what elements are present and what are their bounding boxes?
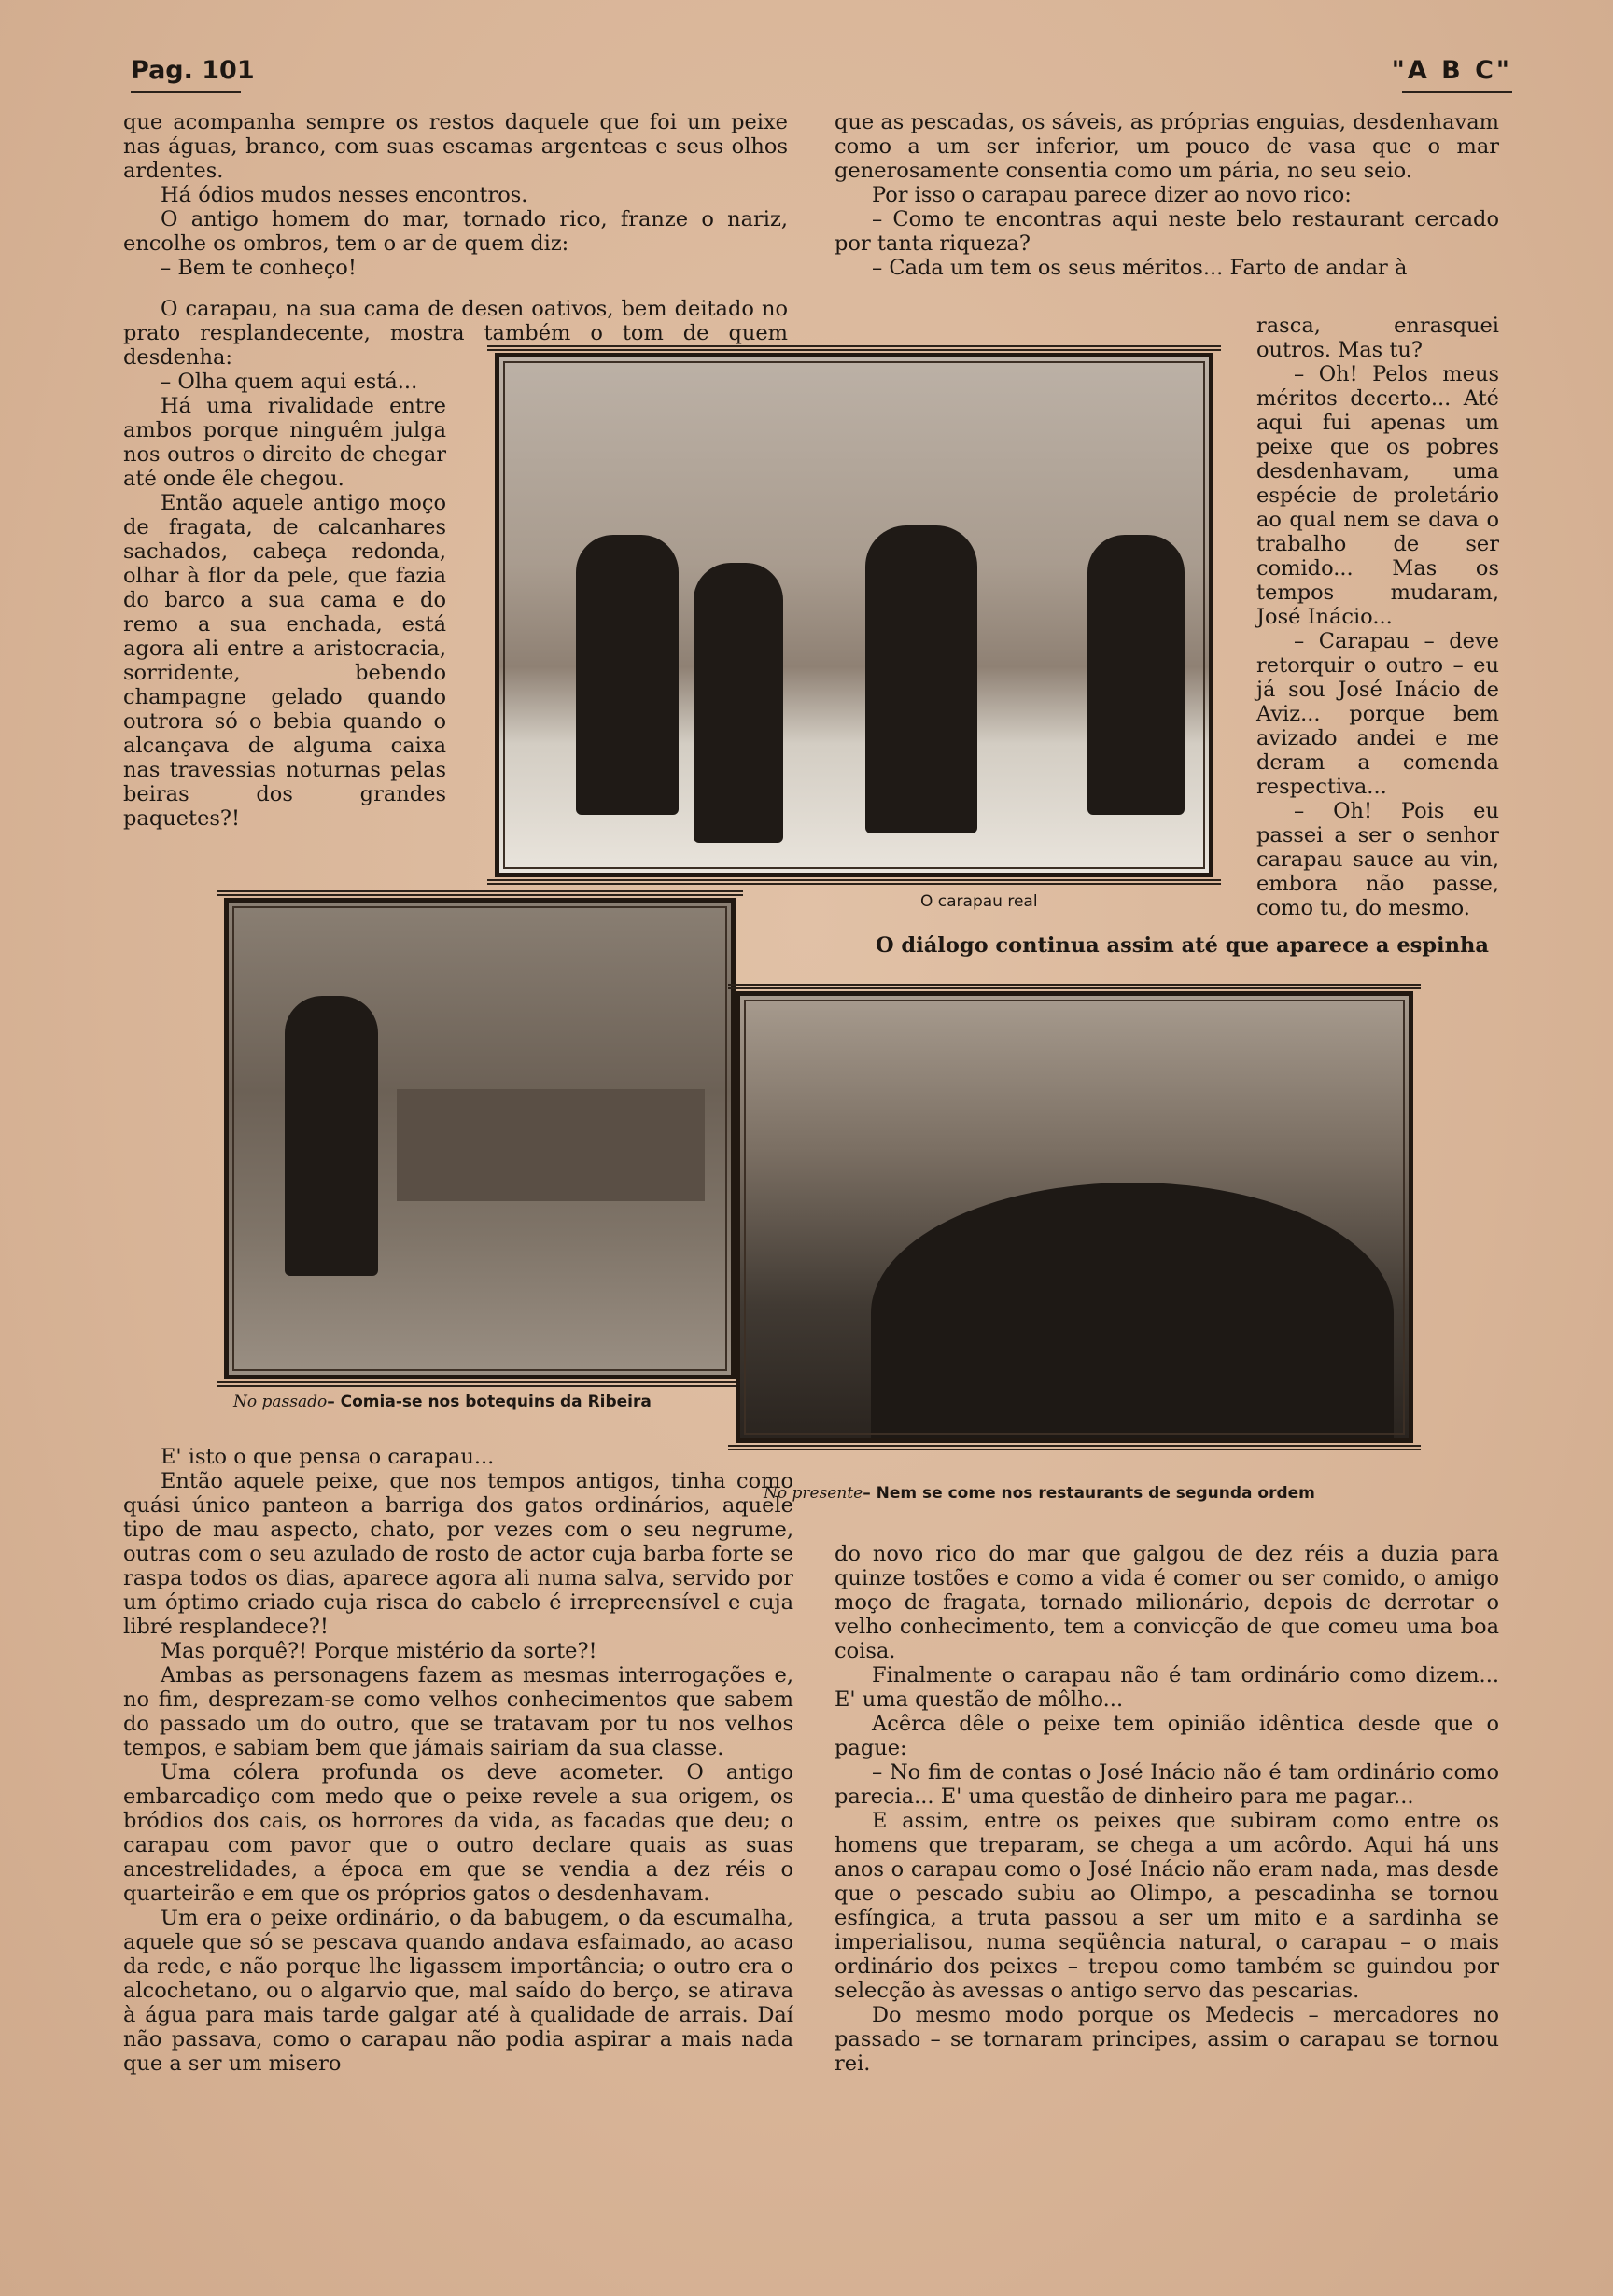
paragraph: – Olha quem aqui está... xyxy=(161,370,418,394)
paragraph: Então aquele peixe, que nos tempos antigos, tinha como quási único panteon a barriga dos gatos ordinários, aquele tipo de mau aspecto, chato, por vezes com o seu negrume, outras com o seu azulado de rosto de actor cuja barba forte se raspa todos os dias, aparece agora ali numa salva, servido por um óptimo criado cuja risca do cabelo é irrepreensível e cuja libré resplandece?! xyxy=(123,1469,793,1639)
page-header xyxy=(131,56,1512,93)
column-top-right xyxy=(835,110,1499,280)
photo-street-women xyxy=(495,353,1213,877)
photo-restaurant-diners xyxy=(736,991,1413,1443)
figure-woman xyxy=(1087,535,1185,815)
caption-italic: No passado xyxy=(233,1393,328,1411)
paragraph: Então aquele antigo moço de fragata, de calcanhares sachados, cabeça redonda, olhar à flor da pele, que fazia do barco a sua cama e do remo a sua enchada, está agora ali entre a aristocracia, sorridente, bebendo champagne gelado quando outrora só o bebia quando o alcançava de alguma caixa nas travessias noturnas pelas beiras dos grandes paquetes?! xyxy=(123,491,446,831)
paragraph: – Cada um tem os seus méritos... Farto de andar à xyxy=(872,256,1408,280)
paragraph: Há ódios mudos nesses encontros. xyxy=(161,183,528,207)
paragraph: Por isso o carapau parece dizer ao novo rico: xyxy=(872,183,1352,207)
paragraph: O diálogo continua assim até que aparece a espinha xyxy=(876,933,1489,958)
figure-fishwife xyxy=(285,996,378,1276)
column-top-right-narrow xyxy=(1256,314,1499,920)
paragraph: – Bem te conheço! xyxy=(161,256,357,280)
caption-text: – Comia-se nos botequins da Ribeira xyxy=(327,1393,652,1411)
paragraph: Acêrca dêle o peixe tem opinião idêntica desde que o pague: xyxy=(835,1712,1499,1760)
paragraph: do novo rico do mar que galgou de dez réis a duzia para quinze tostões e como a vida é comer ou ser comido, o amigo moço de fragata, tornado milionário, depois de derrotar o velho conhecimento, tem a convicção de que comeu uma boa coisa. xyxy=(835,1542,1499,1663)
figure-woman xyxy=(576,535,679,815)
paragraph: Ambas as personagens fazem as mesmas interrogações e, no fim, desprezam-se como velhos conhecimentos que sabem do passado um do outro, que se tratavam por tu nos velhos tempos, e sabiam bem que jámais sairiam da sua classe. xyxy=(123,1663,793,1760)
paragraph: Há uma rivalidade entre ambos porque ninguêm julga nos outros o direito de chegar até onde êle chegou. xyxy=(123,394,446,491)
paragraph: – Carapau – deve retorquir o outro – eu já sou José Inácio de Aviz... porque bem avizado andei e me deram a comenda respectiva... xyxy=(1256,629,1499,799)
photo-ribeira-stall xyxy=(224,898,736,1379)
magazine-name: "A B C" xyxy=(1391,56,1512,85)
paragraph: Finalmente o carapau não é tam ordinário como dizem... E' uma questão de môlho... xyxy=(835,1663,1499,1712)
column-top-left xyxy=(123,110,788,280)
paragraph: Uma cólera profunda os deve acometer. O antigo embarcadiço com medo que o peixe revele a sua origem, os bródios dos cais, os horrores da vida, as facadas que deu; o carapau com pavor que o outro declare quais as suas ancestrelidades, a época em que se vendia a dez réis o quarteirão e em que os próprios gatos o desdenhavam. xyxy=(123,1760,793,1906)
paragraph: – Oh! Pelos meus méritos decerto... Até aqui fui apenas um peixe que os pobres desdenhavam, uma espécie de proletário ao qual nem se dava o trabalho de ser comido... Mas os tempos mudaram, José Inácio... xyxy=(1256,362,1499,629)
caption-photo-1: O carapau real xyxy=(920,892,1038,911)
paragraph: – No fim de contas o José Inácio não é tam ordinário como parecia... E' uma questão de dinheiro para me pagar... xyxy=(835,1760,1499,1809)
paragraph: que acompanha sempre os restos daquele que foi um peixe nas águas, branco, com suas escamas argenteas e seus olhos ardentes. xyxy=(123,110,788,183)
paragraph: – Como te encontras aqui neste belo restaurant cercado por tanta riqueza? xyxy=(835,207,1499,256)
paragraph: O antigo homem do mar, tornado rico, franze o nariz, encolhe os ombros, tem o ar de quem diz: xyxy=(123,207,788,256)
paragraph: – Oh! Pois eu passei a ser o senhor carapau sauce au vin, embora não passe, como tu, do mesmo. xyxy=(1256,799,1499,920)
caption-italic: No presente xyxy=(764,1484,863,1503)
dialogue-line xyxy=(876,933,1499,958)
paragraph: E' isto o que pensa o carapau... xyxy=(161,1445,495,1469)
caption-text: – Nem se come nos restaurants de segunda ordem xyxy=(863,1484,1315,1503)
paragraph: E assim, entre os peixes que subiram como entre os homens que treparam, se chega a um acôrdo. Aqui há uns anos o carapau como o José Inácio não eram nada, mas desde que o pescado subiu ao Olimpo, a pescadinha se tornou esfíngica, a truta passou a ser um mito e a sardinha se imperialisou, numa seqüência natural, o carapau – o mais ordinário dos peixes – trepou como também se guindou por selecção às avessas o antigo servo das pescarias. xyxy=(835,1809,1499,2003)
figure-woman xyxy=(694,563,783,843)
paragraph: O carapau, na sua cama de desen oativos, bem deitado no prato resplandecente, mostra também o tom de quem desdenha: xyxy=(123,297,788,370)
magazine-rule xyxy=(1402,91,1512,93)
paragraph: Do mesmo modo porque os Medecis – mercadores no passado – se tornaram principes, assim o carapau se tornou rei. xyxy=(835,2003,1499,2076)
paragraph: que as pescadas, os sáveis, as próprias enguias, desdenhavam como a um ser inferior, um pouco de vasa que o mar generosamente consentia como um pária, no seu seio. xyxy=(835,110,1499,183)
column-top-left-narrow xyxy=(123,370,446,831)
stall-counter xyxy=(397,1089,705,1201)
paragraph: rasca, enrasquei outros. Mas tu? xyxy=(1256,314,1499,362)
column-bottom-left xyxy=(123,1445,793,2076)
diners-crowd xyxy=(871,1183,1394,1443)
caption-photo-2 xyxy=(233,1393,652,1411)
page-number-rule xyxy=(131,91,241,93)
figure-woman xyxy=(865,525,977,833)
column-bottom-right xyxy=(835,1542,1499,2076)
caption-photo-3 xyxy=(764,1484,1315,1503)
page-number: Pag. 101 xyxy=(131,56,255,85)
paragraph: Um era o peixe ordinário, o da babugem, o da escumalha, aquele que só se pescava quando andava esfaimado, ao acaso da rede, e não porque lhe ligassem importância; o outro era o alcochetano, ou o algarvio que, mal saído do berço, se atirava à água para mais tarde galgar até à qualidade de arrais. Daí não passava, como o carapau não podia aspirar a mais nada que a ser um misero xyxy=(123,1906,793,2076)
paragraph: Mas porquê?! Porque mistério da sorte?! xyxy=(161,1639,597,1663)
